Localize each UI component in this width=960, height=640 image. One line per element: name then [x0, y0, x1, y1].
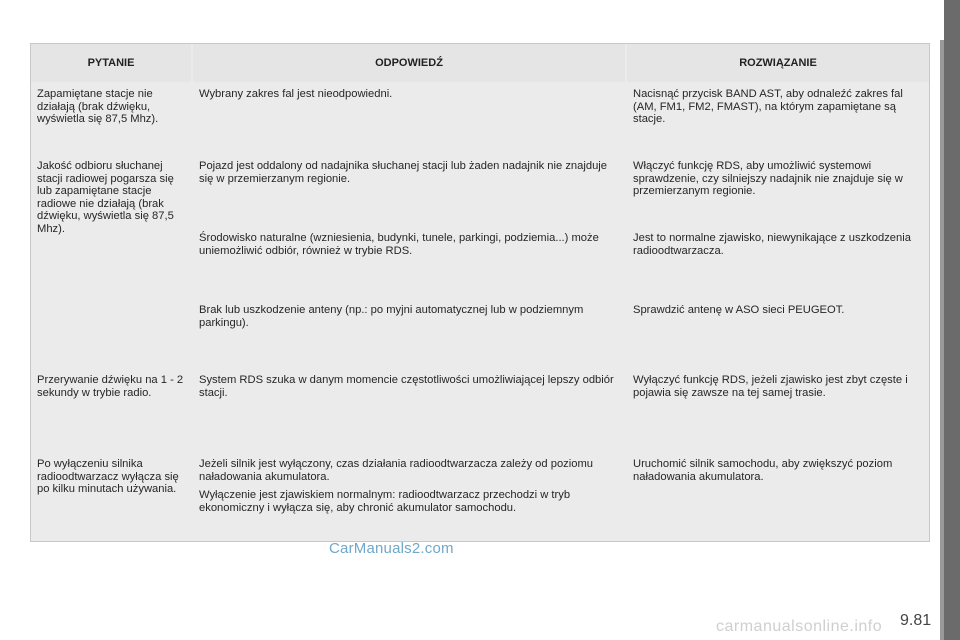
- question-cell: Przerywanie dźwięku na 1 - 2 sekundy w trybie radio.: [31, 370, 191, 452]
- question-cell: Po wyłączeniu silnika radioodtwarzacz wyłącza się po kilku minutach używania.: [31, 454, 191, 541]
- footer-watermark: carmanualsonline.info: [716, 618, 883, 635]
- solution-cell: Jest to normalne zjawisko, niewynikające z uszkodzenia radioodtwarzacza.: [627, 228, 929, 298]
- question-cell: Jakość odbioru słuchanej stacji radiowej pogarsza się lub zapamiętane stacje radiowe nie działają (brak dźwięku, wyświetla się 87,5 Mhz).: [31, 156, 191, 368]
- header-answer: ODPOWIEDŹ: [193, 44, 625, 82]
- answer-cell: System RDS szuka w danym momencie częstotliwości umożliwiającej lepszy odbiór stacji.: [193, 370, 625, 452]
- header-question: PYTANIE: [31, 44, 191, 82]
- answer-cell: Środowisko naturalne (wzniesienia, budynki, tunele, parkingi, podziemia...) może uniemożliwić odbiór, również w trybie RDS.: [193, 228, 625, 298]
- answer-cell: Pojazd jest oddalony od nadajnika słuchanej stacji lub żaden nadajnik nie znajduje się w przemierzanym regionie.: [193, 156, 625, 226]
- solution-cell: Wyłączyć funkcję RDS, jeżeli zjawisko jest zbyt częste i pojawia się zawsze na tej samej trasie.: [627, 370, 929, 452]
- answer-paragraph: Jeżeli silnik jest wyłączony, czas działania radioodtwarzacza zależy od poziomu naładowania akumulatora.: [199, 458, 594, 483]
- faq-table: [30, 43, 930, 542]
- page-edge-bar: [944, 0, 960, 640]
- solution-cell: Uruchomić silnik samochodu, aby zwiększyć poziom naładowania akumulatora.: [627, 454, 929, 541]
- header-solution: ROZWIĄZANIE: [627, 44, 929, 82]
- solution-cell: Włączyć funkcję RDS, aby umożliwić systemowi sprawdzenie, czy silniejszy nadajnik nie znajduje się w przemierzanym regionie.: [627, 156, 929, 226]
- answer-cell: [193, 454, 625, 541]
- watermark-link[interactable]: CarManuals2.com: [329, 540, 454, 557]
- page-number: 9.81: [900, 612, 932, 629]
- question-cell: Zapamiętane stacje nie działają (brak dźwięku, wyświetla się 87,5 Mhz).: [31, 84, 191, 154]
- solution-cell: Sprawdzić antenę w ASO sieci PEUGEOT.: [627, 300, 929, 368]
- answer-paragraph: Wyłączenie jest zjawiskiem normalnym: radioodtwarzacz przechodzi w tryb ekonomiczny i wyłącza się, aby chronić akumulator samochodu.: [199, 489, 571, 514]
- answer-cell: Brak lub uszkodzenie anteny (np.: po myjni automatycznej lub w podziemnym parkingu).: [193, 300, 625, 368]
- solution-cell: Nacisnąć przycisk BAND AST, aby odnaleźć zakres fal (AM, FM1, FM2, FMAST), na którym zapamiętane są stacje.: [627, 84, 929, 154]
- answer-cell: Wybrany zakres fal jest nieodpowiedni.: [193, 84, 625, 154]
